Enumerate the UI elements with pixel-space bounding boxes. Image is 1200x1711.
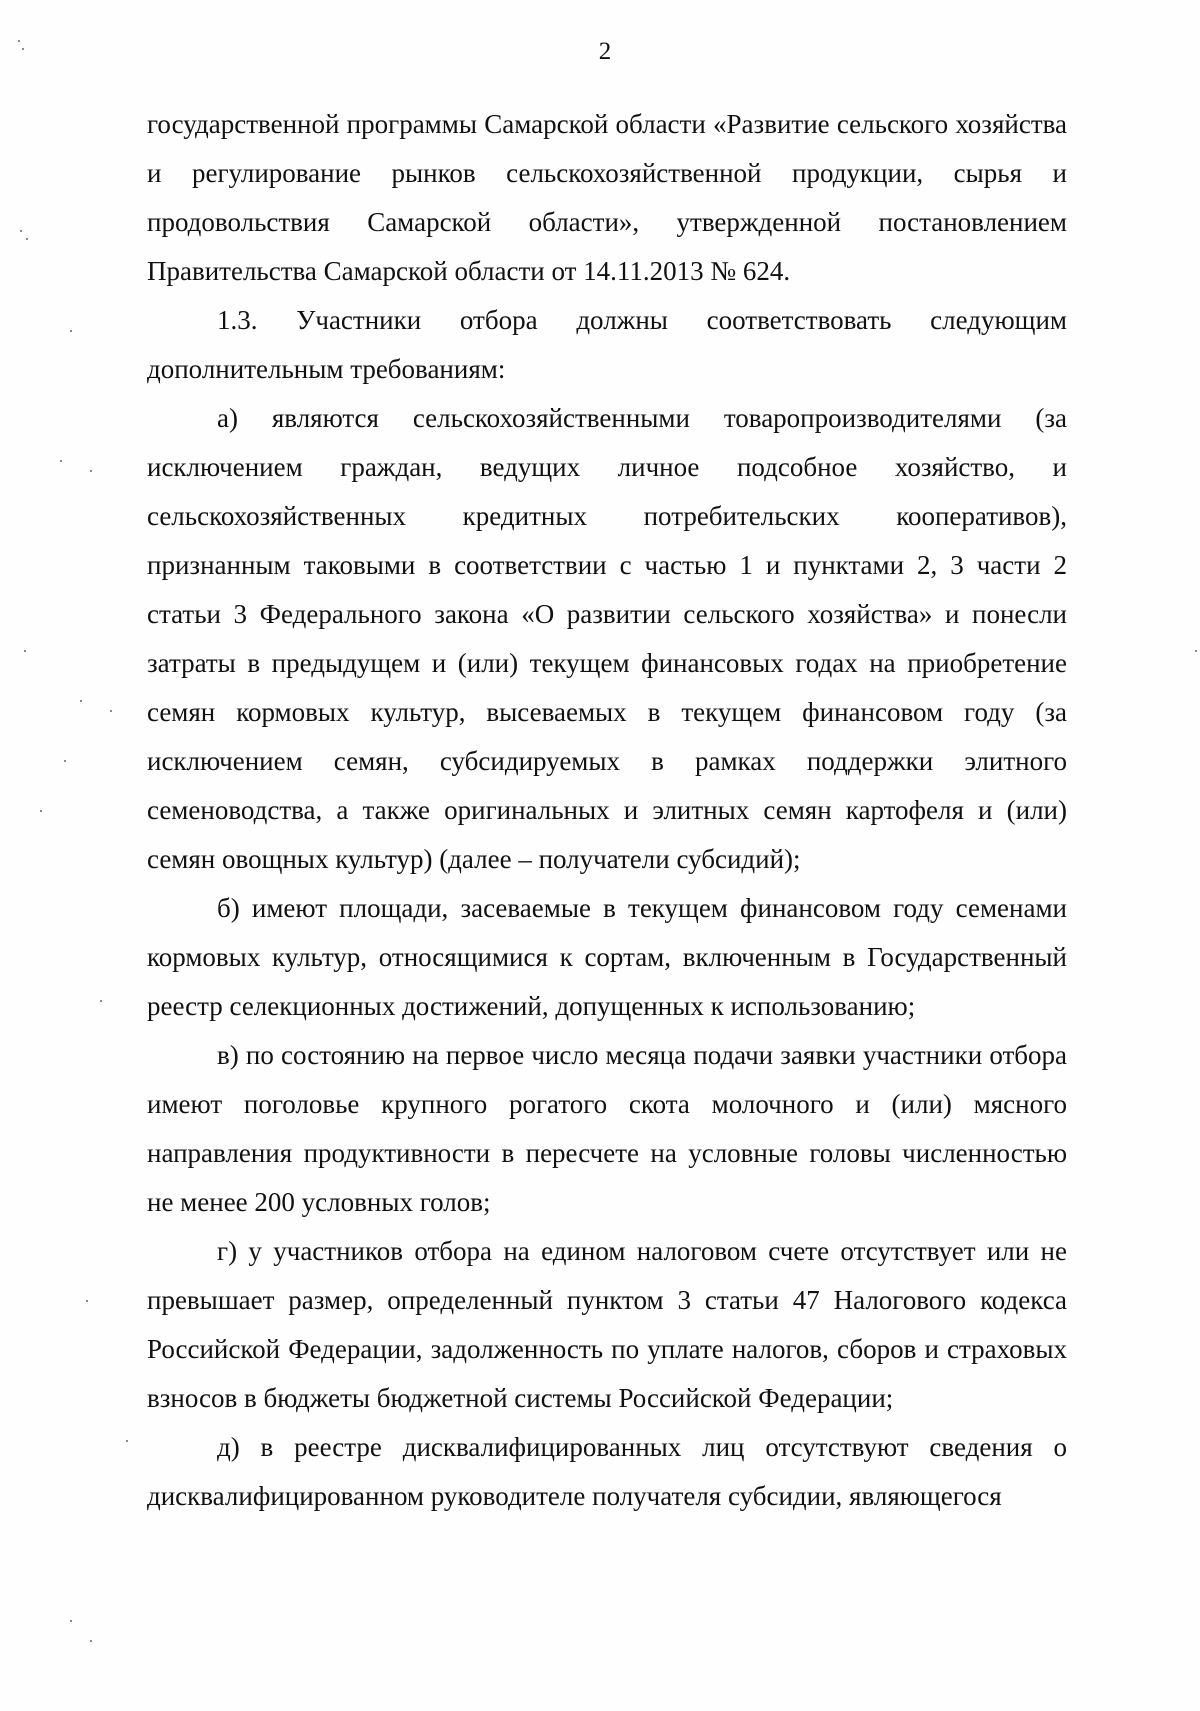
page-number: 2 [598, 38, 612, 65]
scan-speck [90, 1640, 92, 1642]
paragraph-item-g: г) у участников отбора на едином налоговом счете отсутствует или не превышает размер, определенный пунктом 3 статьи 47 Налогового кодекса Российской Федерации, задолженность по уплате налогов, сборов и страховых взносов в бюджеты бюджетной системы Российской Федерации; [147, 1236, 1067, 1413]
scan-speck [22, 48, 24, 50]
paragraph-item-a: а) являются сельскохозяйственными товаропроизводителями (за исключением граждан, ведущих личное подсобное хозяйство, и сельскохозяйственных кредитных потребительских кооперативов), признанным таковыми в соответствии с частью 1 и пунктами 2, 3 части 2 статьи 3 Федерального закона «О развитии сельского хозяйства» и понесли затраты в предыдущем и (или) текущем финансовых годах на приобретение семян кормовых культур, высеваемых в текущем финансовом году (за исключением семян, субсидируемых в рамках поддержки элитного семеноводства, а также оригинальных и элитных семян картофеля и (или) семян овощных культур) (далее – получатели субсидий); [147, 403, 1067, 874]
scan-speck [70, 330, 72, 332]
scan-speck [100, 1000, 102, 1002]
paragraph-item-d: д) в реестре дисквалифицированных лиц отсутствуют сведения о дисквалифицированном руководителе получателя субсидии, являющегося [147, 1432, 1067, 1511]
paragraph-program-continuation: государственной программы Самарской области «Развитие сельского хозяйства и регулирование рынков сельскохозяйственной продукции, сырья и продовольствия Самарской области», утвержденной постановлением Правительства Самарской области от 14.11.2013 № 624. [147, 109, 1067, 286]
scan-speck [26, 238, 28, 240]
scan-speck [18, 40, 20, 42]
paragraph-item-v: в) по состоянию на первое число месяца подачи заявки участники отбора имеют поголовье крупного рогатого скота молочного и (или) мясного направления продуктивности в пересчете на условные головы численностью не менее 200 условных голов; [147, 1040, 1067, 1217]
paragraph-item-b: б) имеют площади, засеваемые в текущем финансовом году семенами кормовых культур, относящимися к сортам, включенным в Государственный реестр селекционных достижений, допущенных к использованию; [147, 893, 1067, 1021]
scan-speck [90, 470, 92, 472]
scan-speck [20, 230, 22, 232]
scan-speck [80, 700, 82, 702]
scan-speck [70, 1620, 72, 1622]
scan-speck [1195, 650, 1197, 652]
scan-speck [126, 1440, 128, 1442]
scan-speck [60, 460, 62, 462]
paragraph-1-3: 1.3. Участники отбора должны соответствовать следующим дополнительным требованиям: [147, 305, 1067, 384]
scan-speck [40, 810, 42, 812]
scan-speck [86, 1300, 88, 1302]
document-body [147, 100, 1067, 1521]
scan-speck [64, 760, 66, 762]
scan-speck [24, 650, 26, 652]
scan-speck [110, 710, 112, 712]
